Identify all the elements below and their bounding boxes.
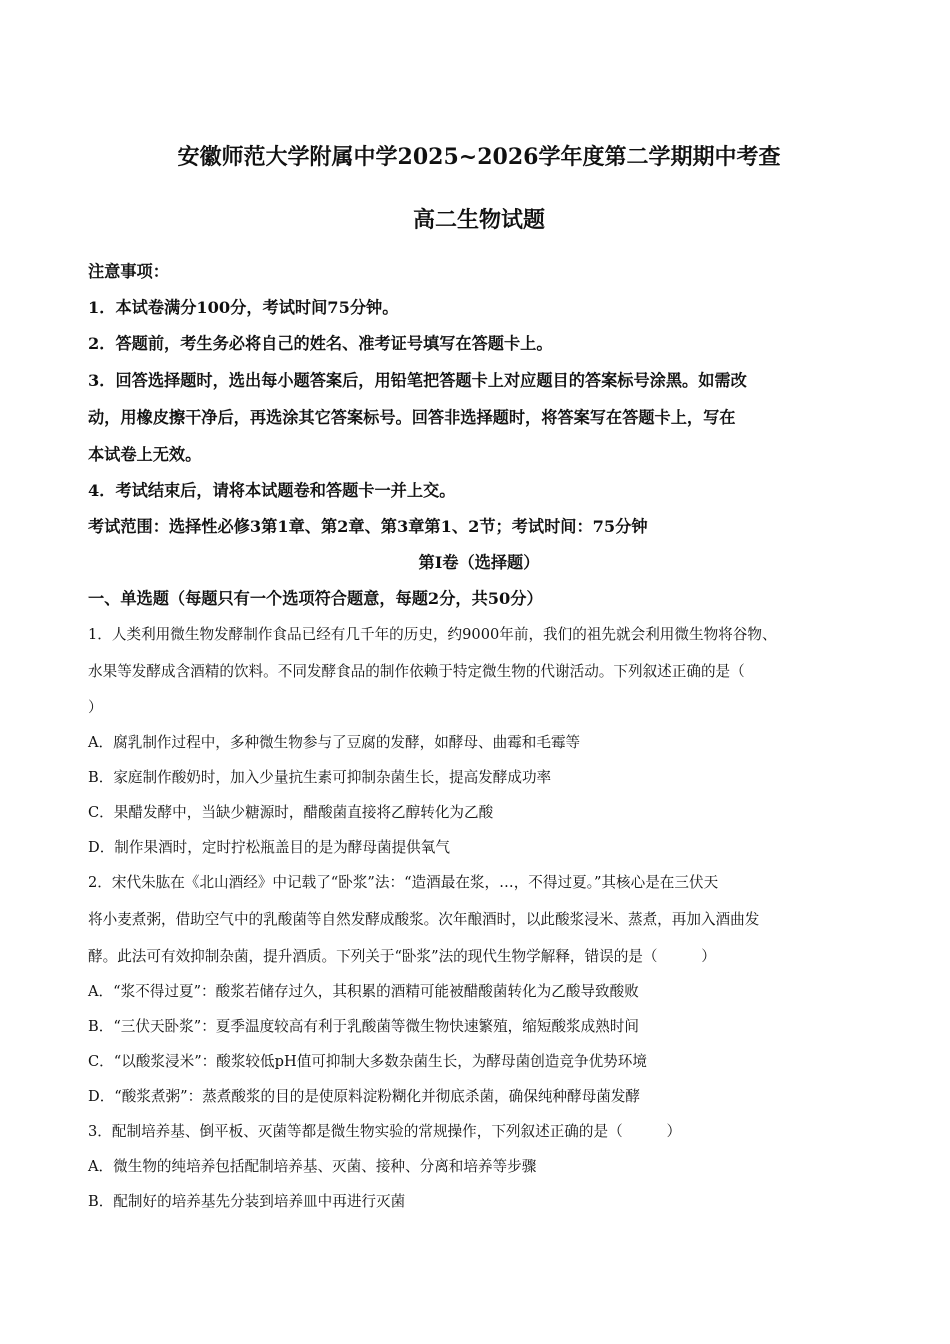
q1-option-d: D．制作果酒时，定时拧松瓶盖目的是为酵母菌提供氧气 [88, 839, 450, 856]
notice-item-3-line-2: 动，用橡皮擦干净后，再选涂其它答案标号。回答非选择题时，将答案写在答题卡上，写在 [88, 408, 736, 427]
section-title: 一、单选题（每题只有一个选项符合题意，每题2分，共50分） [88, 589, 543, 608]
notice-item-3-line-3: 本试卷上无效。 [88, 445, 202, 464]
q1-stem-line-3: ） [88, 699, 103, 716]
exam-title: 安徽师范大学附属中学2025~2026学年度第二学期期中考查 [177, 144, 781, 170]
q2-stem-line-2: 将小麦煮粥，借助空气中的乳酸菌等自然发酵成酸浆。次年酿酒时，以此酸浆浸米、蒸煮，再加入酒曲发 [88, 911, 760, 928]
q3-option-b: B．配制好的培养基先分装到培养皿中再进行灭菌 [88, 1193, 406, 1210]
notice-item-4: 4．考试结束后，请将本试题卷和答题卡一并上交。 [88, 481, 456, 500]
q2-option-d: D．“酸浆煮粥”：蒸煮酸浆的目的是使原料淀粉糊化并彻底杀菌，确保纯种酵母菌发酵 [88, 1088, 641, 1105]
exam-scope: 考试范围：选择性必修3第1章、第2章、第3章第1、2节；考试时间：75分钟 [88, 517, 648, 536]
part-title: 第Ⅰ卷（选择题） [418, 553, 540, 572]
notice-item-2: 2．答题前，考生务必将自己的姓名、准考证号填写在答题卡上。 [88, 334, 553, 353]
q1-stem-line-2: 水果等发酵成含酒精的饮料。不同发酵食品的制作依赖于特定微生物的代谢活动。下列叙述正确的是（ [88, 663, 745, 680]
q2-stem-line-1: 2．宋代朱肱在《北山酒经》中记载了“卧浆”法：“造酒最在浆，…，不得过夏。”其核心是在三伏天 [88, 874, 719, 891]
q2-option-c: C．“以酸浆浸米”：酸浆较低pH值可抑制大多数杂菌生长，为酵母菌创造竞争优势环境 [88, 1053, 647, 1070]
notice-item-1: 1．本试卷满分100分，考试时间75分钟。 [88, 298, 399, 317]
q3-option-a: A．微生物的纯培养包括配制培养基、灭菌、接种、分离和培养等步骤 [88, 1158, 537, 1175]
q1-option-a: A．腐乳制作过程中，多种微生物参与了豆腐的发酵，如酵母、曲霉和毛霉等 [88, 734, 581, 751]
q2-stem-line-3: 酵。此法可有效抑制杂菌，提升酒质。下列关于“卧浆”法的现代生物学解释，错误的是（ ） [88, 948, 716, 965]
notice-item-3-line-1: 3．回答选择题时，选出每小题答案后，用铅笔把答题卡上对应题目的答案标号涂黑。如需改 [88, 371, 747, 390]
q2-option-b: B．“三伏天卧浆”：夏季温度较高有利于乳酸菌等微生物快速繁殖，缩短酸浆成熟时间 [88, 1018, 640, 1035]
q3-stem: 3．配制培养基、倒平板、灭菌等都是微生物实验的常规操作，下列叙述正确的是（ ） [88, 1123, 682, 1140]
exam-subtitle: 高二生物试题 [412, 207, 545, 233]
notice-heading: 注意事项： [88, 262, 169, 281]
q1-option-b: B．家庭制作酸奶时，加入少量抗生素可抑制杂菌生长，提高发酵成功率 [88, 769, 552, 786]
q1-stem-line-1: 1．人类利用微生物发酵制作食品已经有几千年的历史，约9000年前，我们的祖先就会利用微生物将谷物、 [88, 626, 777, 643]
q1-option-c: C．果醋发酵中，当缺少糖源时，醋酸菌直接将乙醇转化为乙酸 [88, 804, 494, 821]
q2-option-a: A．“浆不得过夏”：酸浆若储存过久，其积累的酒精可能被醋酸菌转化为乙酸导致酸败 [88, 983, 639, 1000]
